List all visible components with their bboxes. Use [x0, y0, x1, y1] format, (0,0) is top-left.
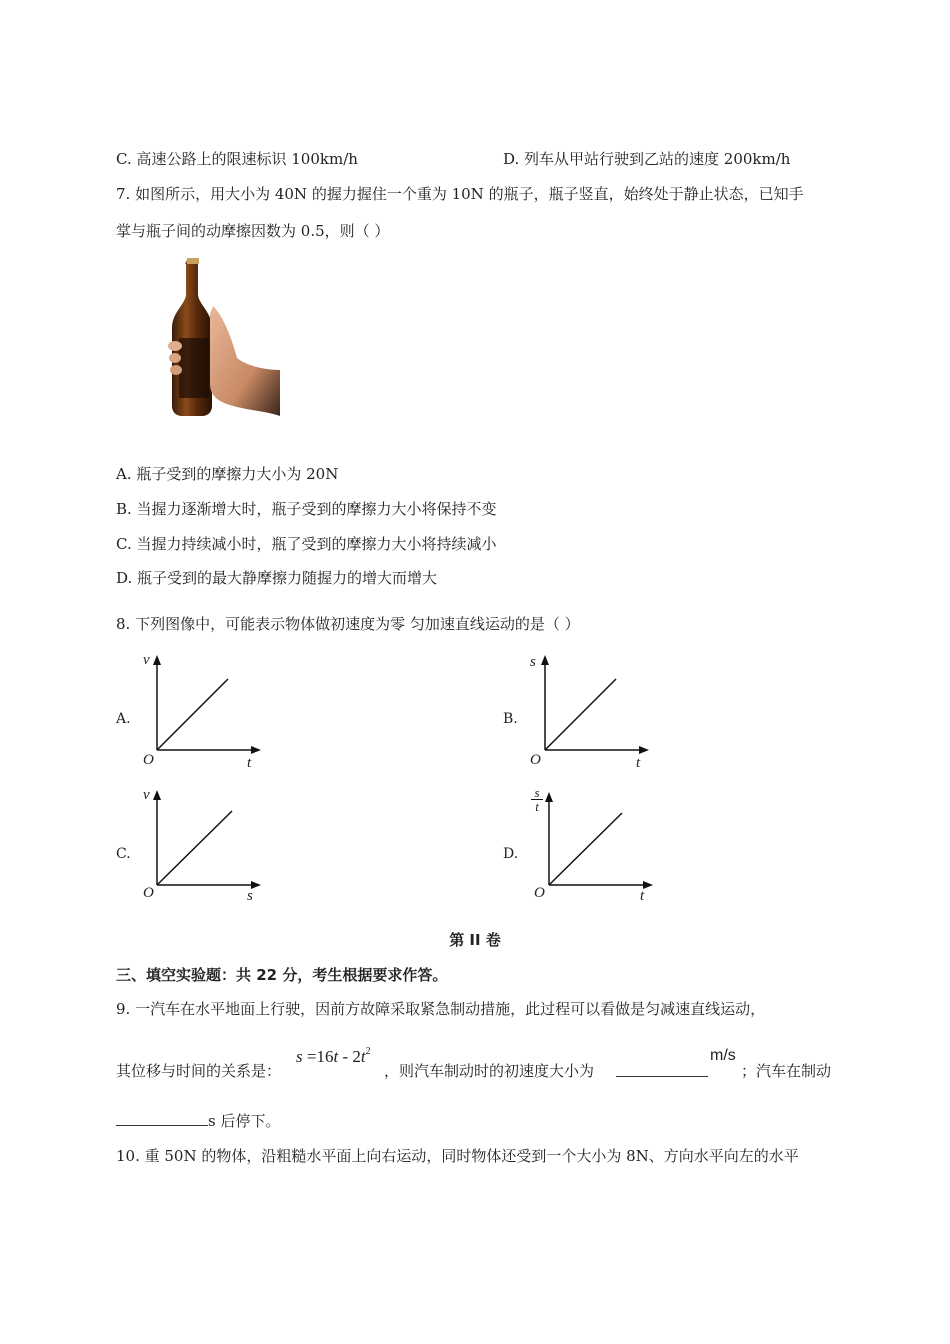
graph-a-origin: O: [143, 752, 154, 768]
graph-d-y-label: [531, 786, 543, 813]
graph-c-origin: O: [143, 885, 154, 901]
part-title: 第 II 卷: [449, 931, 501, 949]
graph-b-x-label: t: [636, 755, 641, 771]
q6-option-d: D. 列车从甲站行驶到乙站的速度 200km/h: [503, 150, 791, 168]
q9-answer-blank-1[interactable]: [616, 1062, 708, 1077]
q9-line2-post: ；汽车在制动: [741, 1062, 832, 1080]
q7-stem-line2: 掌与瓶子间的动摩擦因数为 0.5，则（ ）: [116, 222, 390, 240]
bottle-hand-image: [165, 258, 280, 420]
q7-option-b: B. 当握力逐渐增大时，瓶子受到的摩擦力大小将保持不变: [116, 500, 497, 518]
q7-option-c: C. 当握力持续减小时，瓶了受到的摩擦力大小将持续减小: [116, 535, 497, 553]
graph-d-x-label: t: [640, 888, 645, 904]
q9-line3: [116, 1110, 280, 1131]
q10-line1: 10. 重 50N 的物体，沿粗糙水平面上向右运动，同时物体还受到一个大小为 8N、方向水平向左的水平: [116, 1147, 799, 1165]
formula-s: s: [296, 1047, 303, 1066]
q9-line2-mid: ，则汽车制动时的初速度大小为: [384, 1062, 595, 1080]
graph-a-y-label: v: [143, 652, 150, 668]
q7-stem-line1: 7. 如图所示，用大小为 40N 的握力握住一个重为 10N 的瓶子，瓶子竖直，始终处于静止状态，已知手: [116, 185, 804, 203]
q7-option-a: A. 瓶子受到的摩擦力大小为 20N: [116, 465, 339, 483]
formula-eq: =16: [302, 1047, 334, 1066]
formula-exponent: 2: [365, 1046, 371, 1057]
graph-d-y-denominator: t: [535, 799, 539, 814]
q7-option-d: D. 瓶子受到的最大静摩擦力随握力的增大而增大: [116, 569, 438, 587]
graph-d-label: D.: [503, 846, 519, 862]
graph-c-label: C.: [116, 846, 131, 862]
q6-option-c: C. 高速公路上的限速标识 100km/h: [116, 150, 358, 168]
q8-stem: 8. 下列图像中，可能表示物体做初速度为零 匀加速直线运动的是（ ）: [116, 615, 580, 633]
graph-d-origin: O: [534, 885, 545, 901]
section-heading: 三、填空实验题：共 22 分，考生根据要求作答。: [116, 966, 448, 984]
q9-line1: 9. 一汽车在水平地面上行驶，因前方故障采取紧急制动措施，此过程可以看做是匀减速直线运动，: [116, 1000, 766, 1018]
graph-c-x-label: s: [247, 888, 253, 904]
formula-minus: - 2: [338, 1047, 361, 1066]
q9-line2-prefix: 其位移与时间的关系是：: [116, 1062, 282, 1080]
graph-b-origin: O: [530, 752, 541, 768]
graph-c-y-label: v: [143, 787, 150, 803]
graph-b-y-label: s: [530, 654, 536, 670]
formula-t2: t: [360, 1047, 366, 1066]
q9-formula: [296, 1046, 371, 1067]
graph-a-label: A.: [116, 711, 131, 727]
graph-d-y-numerator: s: [531, 786, 543, 800]
q9-unit: m/s: [710, 1047, 736, 1064]
graph-b-label: B.: [503, 711, 518, 727]
formula-t: t: [333, 1047, 339, 1066]
q9-line3-post: s 后停下。: [208, 1112, 281, 1130]
q9-answer-blank-2[interactable]: [116, 1111, 208, 1126]
graph-a-x-label: t: [247, 755, 252, 771]
